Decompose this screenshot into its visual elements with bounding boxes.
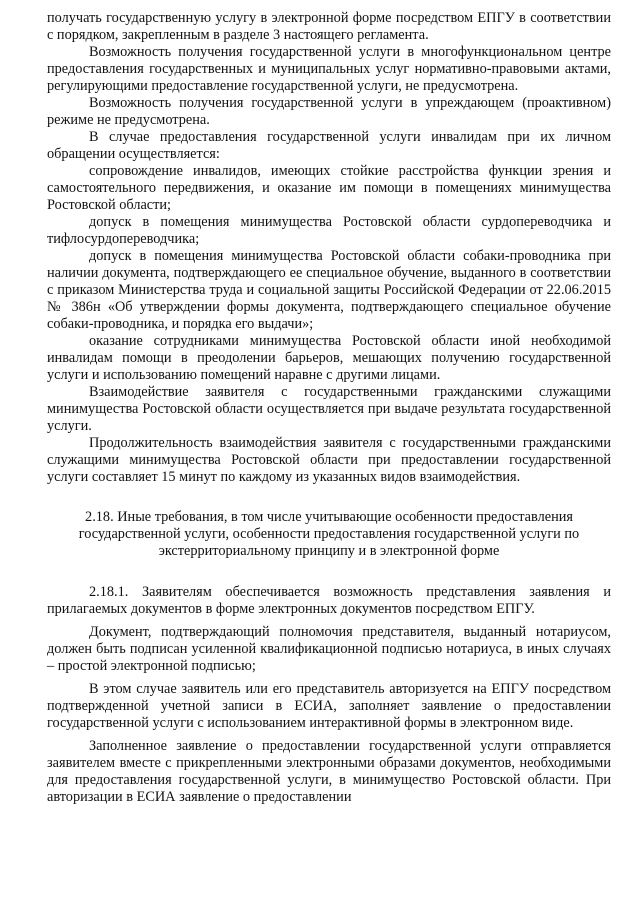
paragraph-top-8: Взаимодействие заявителя с государственными гражданскими служащими минимущества Ростовской области осуществляется при выдаче результата государственной услуги. [47, 384, 611, 434]
section-heading-line-1: 2.18. Иные требования, в том числе учитывающие особенности предоставления [85, 509, 573, 525]
paragraph-bottom-3: Заполненное заявление о предоставлении государственной услуги отправляется заявителем вместе с прикрепленными электронными образами документов, необходимыми для предоставления государственной услуги, в минимущество Ростовской области. При авторизации в ЕСИА заявление о предоставлении [47, 738, 611, 805]
paragraph-top-0: получать государственную услугу в электронной форме посредством ЕПГУ в соответствии с порядком, закрепленным в разделе 3 настоящего регламента. [47, 10, 611, 43]
paragraph-top-5: допуск в помещения минимущества Ростовской области сурдопереводчика и тифлосурдопереводчика; [47, 214, 611, 247]
section-heading-line-3: экстерриториальному принципу и в электронной форме [158, 543, 500, 559]
paragraph-top-9: Продолжительность взаимодействия заявителя с государственными гражданскими служащими минимущества Ростовской области при предоставлении государственной услуги составляет 15 минут по каждому из указанных видов взаимодействия. [47, 435, 611, 485]
paragraph-top-7: оказание сотрудниками минимущества Ростовской области иной необходимой инвалидам помощи в преодолении барьеров, мешающих получению государственной услуги и использованию помещений наравне с другими лицами. [47, 333, 611, 383]
section-heading-line-2: государственной услуги, особенности предоставления государственной услуги по [78, 526, 580, 542]
document-page [47, 10, 611, 806]
paragraph-bottom-1: Документ, подтверждающий полномочия представителя, выданный нотариусом, должен быть подписан усиленной квалификационной подписью нотариуса, в иных случаях – простой электронной подписью; [47, 624, 611, 674]
paragraph-top-4: сопровождение инвалидов, имеющих стойкие расстройства функции зрения и самостоятельного передвижения, и оказание им помощи в помещениях минимущества Ростовской области; [47, 163, 611, 213]
paragraph-top-1: Возможность получения государственной услуги в многофункциональном центре предоставления государственных и муниципальных услуг нормативно-правовыми актами, регулирующими предоставление государственной услуги, не предусмотрена. [47, 44, 611, 94]
paragraph-top-2: Возможность получения государственной услуги в упреждающем (проактивном) режиме не предусмотрена. [47, 95, 611, 128]
paragraph-top-3: В случае предоставления государственной услуги инвалидам при их личном обращении осуществляется: [47, 129, 611, 162]
paragraph-bottom-0: 2.18.1. Заявителям обеспечивается возможность представления заявления и прилагаемых документов в форме электронных документов посредством ЕПГУ. [47, 584, 611, 617]
section-heading [47, 509, 611, 560]
paragraph-top-6: допуск в помещения минимущества Ростовской области собаки-проводника при наличии документа, подтверждающего ее специальное обучение, выданного в соответствии с приказом Министерства труда и социальной защиты Российской Федерации от 22.06.2015 № 386н «Об утверждении формы документа, подтверждающего специальное обучение собаки-проводника, и порядка его выдачи»; [47, 248, 611, 332]
paragraph-bottom-2: В этом случае заявитель или его представитель авторизуется на ЕПГУ посредством подтвержденной учетной записи в ЕСИА, заполняет заявление о предоставлении государственной услуги с использованием интерактивной формы в электронном виде. [47, 681, 611, 731]
